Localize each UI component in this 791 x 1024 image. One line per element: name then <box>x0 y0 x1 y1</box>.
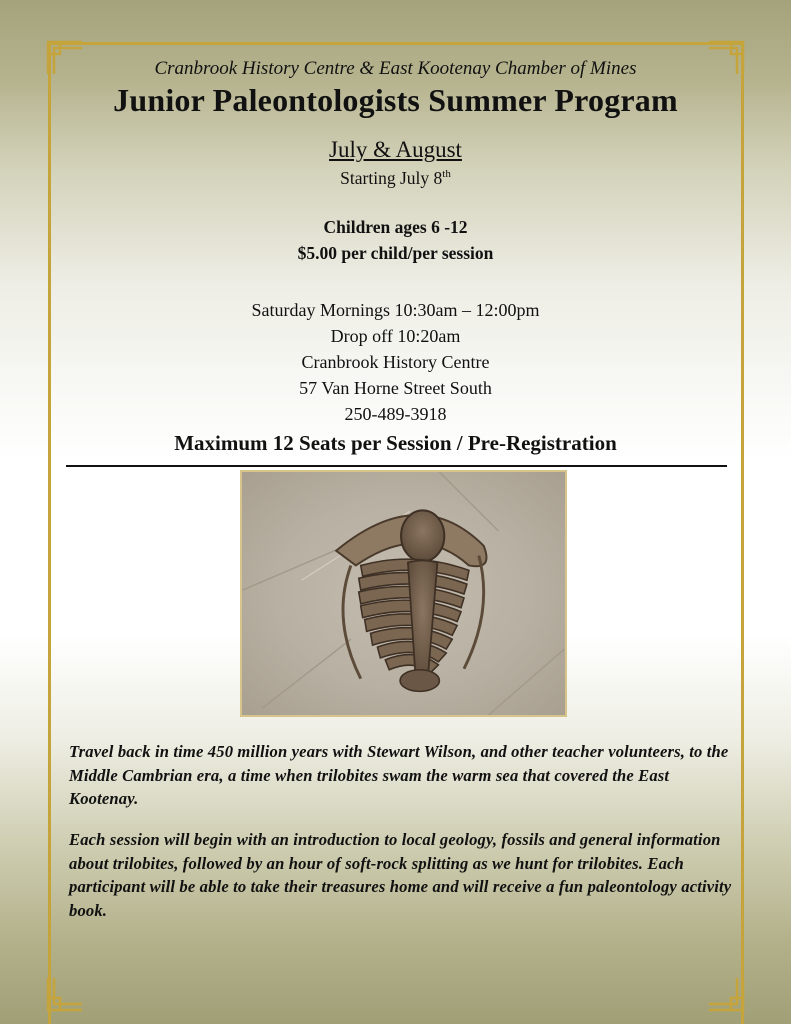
corner-ornament-icon <box>46 976 84 1012</box>
divider <box>66 465 727 467</box>
corner-ornament-icon <box>707 976 745 1012</box>
price: $5.00 per child/per session <box>297 243 494 263</box>
organizers-subtitle: Cranbrook History Centre & East Kootenay Chamber of Mines <box>154 58 637 79</box>
venue-name: Cranbrook History Centre <box>301 352 490 372</box>
session-details-paragraph: Each session will begin with an introduction to local geology, fossils and general information about trilobites, followed by an hour of soft-rock splitting as we hunt for trilobites. Each participant will be able to take their treasures home and will receive a fun paleontology activity book. <box>69 830 732 920</box>
trilobite-fossil-image <box>240 470 567 717</box>
session-time: Saturday Mornings 10:30am – 12:00pm <box>251 300 540 320</box>
capacity-note: Maximum 12 Seats per Session / Pre-Registration <box>174 431 617 455</box>
phone-number: 250-489-3918 <box>344 404 447 424</box>
description-paragraph: Travel back in time 450 million years with Stewart Wilson, and other teacher volunteers, to the Middle Cambrian era, a time when trilobites swam the warm sea that covered the East Kootenay. <box>69 742 729 808</box>
age-range: Children ages 6 -12 <box>323 217 468 237</box>
start-date-text: Starting July 8 <box>340 168 443 188</box>
dropoff-time: Drop off 10:20am <box>330 326 461 346</box>
start-date <box>0 168 791 189</box>
program-months: July & August <box>329 137 462 162</box>
start-date-suffix: th <box>442 168 451 180</box>
venue-address: 57 Van Horne Street South <box>299 378 492 398</box>
page-title: Junior Paleontologists Summer Program <box>113 82 678 118</box>
